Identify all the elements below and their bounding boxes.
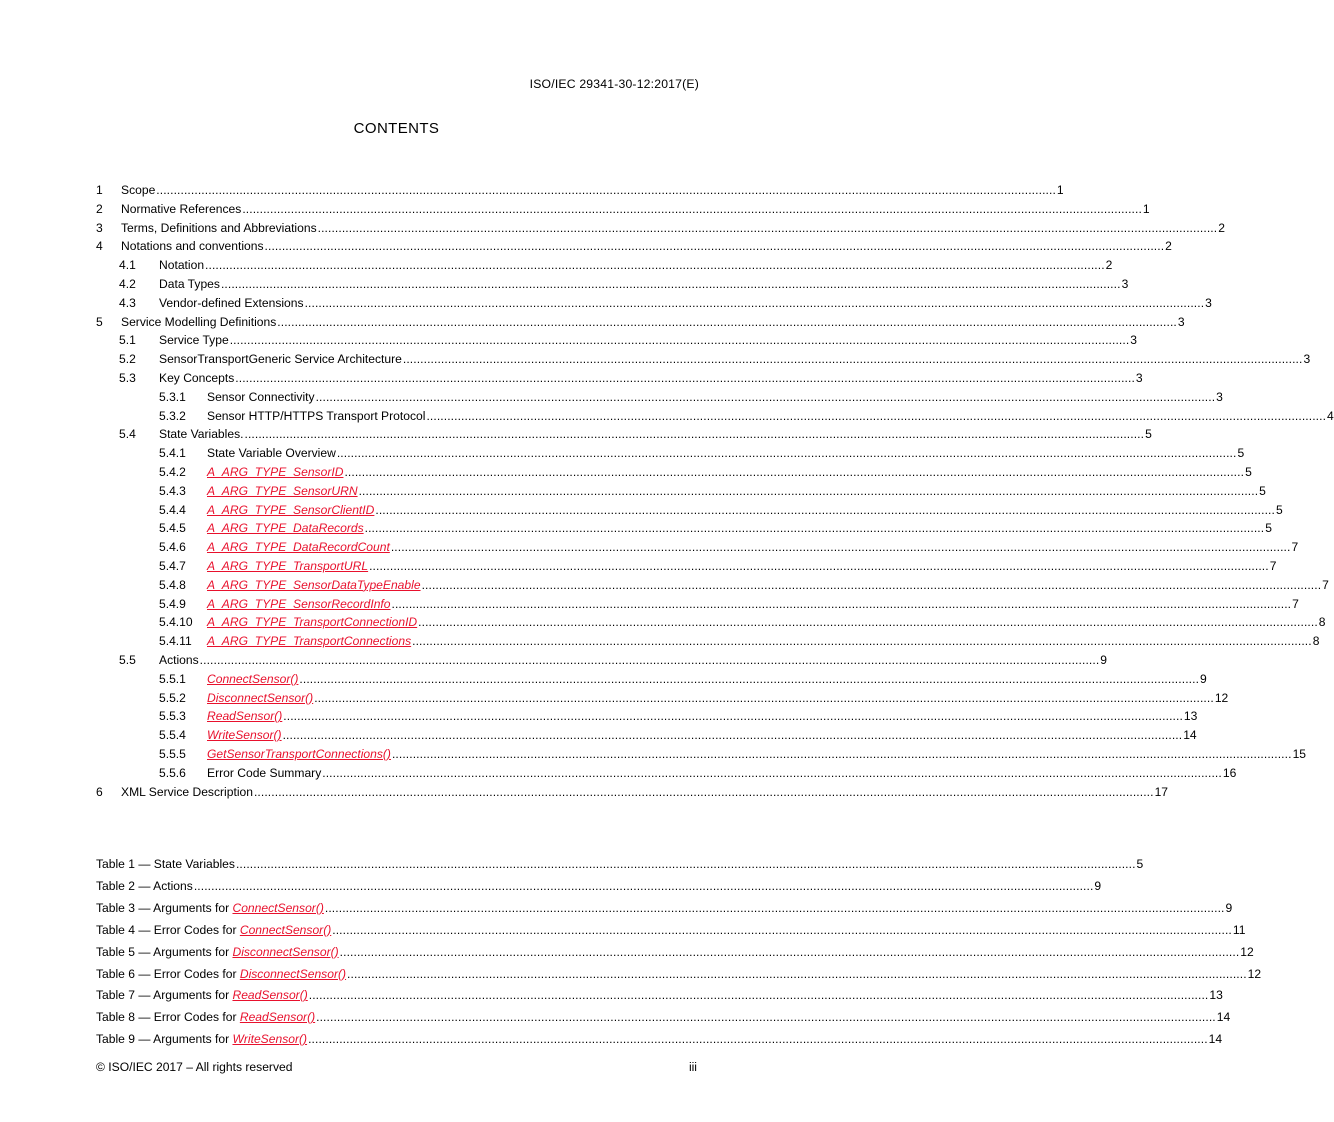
dot-leader: ....................................................................................................................................................................................................................................................................: [344, 465, 1245, 479]
toc-entry[interactable]: [96, 781, 1169, 799]
table-caption-link[interactable]: ConnectSensor(): [239, 922, 332, 937]
toc-entry-number: 5.4.2: [159, 465, 186, 479]
dot-leader: ....................................................................................................................................................................................................................................................................: [277, 314, 1177, 329]
table-list-page: 9: [1225, 900, 1233, 915]
toc-entry[interactable]: [159, 442, 1245, 461]
toc-entry[interactable]: [96, 235, 1172, 254]
table-list-page: 14: [1216, 1010, 1231, 1025]
toc-entry-title: Notation: [159, 258, 205, 273]
table-caption: Table 6 — Error Codes for: [96, 966, 240, 981]
toc-entry-title: SensorTransportGeneric Service Architecture: [159, 352, 402, 367]
toc-entry-title: Sensor HTTP/HTTPS Transport Protocol: [207, 408, 426, 423]
toc-entry-number: 5.5.3: [159, 709, 186, 724]
toc-entry-page: 3: [1205, 295, 1212, 310]
dot-leader: ....................................................................................................................................................................................................................................................................: [156, 183, 1056, 197]
toc-entry-page: 9: [1100, 653, 1108, 667]
dot-leader: ....................................................................................................................................................................................................................................................................: [316, 1010, 1216, 1025]
dot-leader: ....................................................................................................................................................................................................................................................................: [253, 784, 1154, 799]
table-caption: Table 1 — State Variables: [96, 857, 235, 871]
dot-leader: ....................................................................................................................................................................................................................................................................: [364, 521, 1265, 536]
toc-entry-page: 1: [1142, 201, 1150, 216]
table-list-entry[interactable]: [96, 963, 1262, 981]
toc-entry[interactable]: [119, 423, 1152, 442]
dot-leader: ....................................................................................................................................................................................................................................................................: [339, 944, 1240, 959]
toc-entry-number: 5.4.3: [159, 483, 186, 498]
toc-entry[interactable]: [119, 348, 1311, 367]
dot-leader: ....................................................................................................................................................................................................................................................................: [282, 728, 1183, 743]
table-list-entry[interactable]: [96, 1006, 1231, 1025]
toc-entry-title: XML Service Description: [121, 784, 253, 799]
toc-entry-page: 5: [1265, 521, 1272, 536]
dot-leader: ....................................................................................................................................................................................................................................................................: [412, 634, 1312, 649]
toc-entry[interactable]: [159, 724, 1197, 743]
dot-leader: ....................................................................................................................................................................................................................................................................: [322, 765, 1222, 780]
toc-entry[interactable]: [159, 593, 1299, 611]
toc-entry-number: 5.5.1: [159, 671, 186, 686]
toc-entry[interactable]: [159, 405, 1334, 423]
toc-entry-number: 5: [96, 314, 103, 329]
toc-entry-number: 5.4.8: [159, 577, 186, 592]
table-list-entry[interactable]: [96, 897, 1233, 915]
toc-entry-page: 1: [1056, 183, 1064, 197]
toc-entry[interactable]: [96, 311, 1185, 329]
table-caption: Table 8 — Error Codes for: [96, 1010, 240, 1025]
toc-entry-page: 3: [1177, 314, 1185, 329]
dot-leader: ....................................................................................................................................................................................................................................................................: [205, 258, 1105, 273]
dot-leader: ....................................................................................................................................................................................................................................................................: [264, 239, 1165, 254]
toc-entry[interactable]: [159, 517, 1272, 536]
dot-leader: ....................................................................................................................................................................................................................................................................: [242, 201, 1142, 216]
table-list-page: 5: [1136, 857, 1144, 871]
toc-entry-number: 4.3: [119, 295, 136, 310]
toc-entry-number: 5.5.4: [159, 728, 186, 743]
toc-entry[interactable]: [159, 386, 1223, 404]
table-caption-link[interactable]: ReadSensor(): [232, 988, 308, 1003]
toc-entry[interactable]: [159, 668, 1207, 686]
toc-entry-title: Normative References: [121, 201, 242, 216]
toc-entry[interactable]: [159, 480, 1266, 498]
table-list-page: 9: [1094, 878, 1102, 893]
dot-leader: ....................................................................................................................................................................................................................................................................: [347, 966, 1247, 981]
toc-entry-title: State Variables.: [159, 427, 244, 442]
toc-entry-number: 6: [96, 784, 103, 799]
toc-entry-page: 5: [1245, 465, 1252, 479]
dot-leader: ....................................................................................................................................................................................................................................................................: [304, 295, 1205, 310]
toc-entry-title: Notations and conventions: [121, 239, 264, 254]
table-caption: Table 4 — Error Codes for: [96, 922, 240, 937]
toc-entry-number: 5.1: [119, 333, 136, 348]
toc-entry-page: 5: [1275, 502, 1283, 517]
toc-entry-page: 7: [1292, 596, 1299, 611]
toc-entry-page: 7: [1322, 577, 1329, 592]
toc-entry[interactable]: [159, 499, 1283, 517]
toc-entry-number: 5.4.1: [159, 446, 186, 461]
table-list-entry[interactable]: [96, 984, 1223, 1003]
dot-leader: ....................................................................................................................................................................................................................................................................: [193, 878, 1094, 893]
toc-entry-link[interactable]: A_ARG_TYPE_SensorDataTypeEnable: [207, 577, 421, 592]
toc-entry-link[interactable]: A_ARG_TYPE_DataRecords: [207, 521, 364, 536]
toc-entry[interactable]: [159, 705, 1198, 724]
dot-leader: ....................................................................................................................................................................................................................................................................: [235, 371, 1135, 385]
dot-leader: ....................................................................................................................................................................................................................................................................: [229, 333, 1130, 348]
toc-entry-page: 2: [1105, 258, 1113, 273]
dot-leader: ....................................................................................................................................................................................................................................................................: [220, 277, 1121, 291]
dot-leader: ....................................................................................................................................................................................................................................................................: [308, 1032, 1208, 1047]
toc-entry-number: 4.1: [119, 258, 136, 273]
toc-entry-title: Key Concepts: [159, 371, 235, 385]
toc-entry-number: 5.3: [119, 371, 136, 385]
table-list-entry[interactable]: [96, 919, 1246, 937]
toc-entry-page: 12: [1214, 690, 1229, 705]
toc-entry-number: 5.4.11: [159, 634, 192, 649]
dot-leader: ....................................................................................................................................................................................................................................................................: [421, 577, 1322, 592]
toc-entry-link[interactable]: WriteSensor(): [207, 728, 282, 743]
toc-entry-link[interactable]: GetSensorTransportConnections(): [207, 747, 391, 761]
toc-entry-page: 5: [1145, 427, 1152, 442]
dot-leader: ....................................................................................................................................................................................................................................................................: [315, 389, 1216, 404]
toc-entry-number: 5.5: [119, 653, 136, 667]
toc-entry[interactable]: [159, 574, 1329, 592]
toc-entry-link[interactable]: A_ARG_TYPE_TransportConnections: [207, 634, 412, 649]
dot-leader: ....................................................................................................................................................................................................................................................................: [283, 709, 1183, 724]
toc-entry-number: 5.4: [119, 427, 136, 442]
toc-entry-number: 5.4.6: [159, 540, 186, 555]
contents-title: CONTENTS: [353, 120, 440, 137]
toc-entry-page: 4: [1327, 408, 1334, 423]
toc-entry-page: 3: [1303, 352, 1311, 367]
toc-entry-page: 14: [1183, 728, 1197, 743]
toc-entry[interactable]: [159, 687, 1229, 705]
table-list-page: 12: [1247, 966, 1262, 981]
table-list-entry[interactable]: [96, 853, 1144, 871]
table-caption-link[interactable]: ConnectSensor(): [232, 900, 324, 915]
dot-leader: ....................................................................................................................................................................................................................................................................: [199, 653, 1100, 667]
copyright-notice: © ISO/IEC 2017 – All rights reserved: [96, 1060, 293, 1074]
dot-leader: ....................................................................................................................................................................................................................................................................: [336, 446, 1237, 461]
toc-entry[interactable]: [119, 649, 1108, 667]
toc-entry-page: 3: [1130, 333, 1138, 348]
table-list-page: 12: [1240, 944, 1254, 959]
dot-leader: ....................................................................................................................................................................................................................................................................: [391, 747, 1292, 761]
toc-entry-number: 5.5.5: [159, 747, 186, 761]
toc-entry[interactable]: [159, 461, 1252, 479]
toc-entry-page: 2: [1165, 239, 1172, 254]
toc-entry[interactable]: [96, 179, 1064, 197]
dot-leader: ....................................................................................................................................................................................................................................................................: [324, 900, 1225, 915]
toc-entry-number: 2: [96, 201, 103, 216]
toc-entry-page: 17: [1154, 784, 1169, 799]
toc-entry[interactable]: [119, 254, 1113, 273]
toc-entry-link[interactable]: A_ARG_TYPE_TransportConnectionID: [207, 615, 418, 630]
toc-entry-link[interactable]: A_ARG_TYPE_TransportURL: [207, 559, 369, 573]
toc-entry-number: 4: [96, 239, 103, 254]
table-caption: Table 2 — Actions: [96, 878, 193, 893]
table-list-entry[interactable]: [96, 875, 1102, 893]
toc-entry[interactable]: [159, 630, 1320, 649]
dot-leader: ....................................................................................................................................................................................................................................................................: [402, 352, 1303, 367]
toc-entry-page: 3: [1135, 371, 1143, 385]
toc-entry-link[interactable]: A_ARG_TYPE_DataRecordCount: [207, 540, 390, 555]
table-list-entry[interactable]: [96, 1028, 1223, 1047]
toc-entry-number: 5.4.9: [159, 596, 186, 611]
dot-leader: ....................................................................................................................................................................................................................................................................: [308, 988, 1209, 1003]
toc-entry-number: 5.4.10: [159, 615, 193, 630]
dot-leader: ....................................................................................................................................................................................................................................................................: [418, 615, 1318, 630]
toc-entry[interactable]: [159, 555, 1277, 573]
toc-entry[interactable]: [119, 273, 1129, 291]
toc-entry-page: 8: [1318, 615, 1326, 630]
table-caption: Table 7 — Arguments for: [96, 988, 233, 1003]
toc-entry-link[interactable]: A_ARG_TYPE_SensorClientID: [207, 502, 375, 517]
table-caption-link[interactable]: WriteSensor(): [232, 1032, 308, 1047]
toc-entry-link[interactable]: A_ARG_TYPE_SensorURN: [207, 483, 358, 498]
toc-entry-link[interactable]: DisconnectSensor(): [207, 690, 314, 705]
toc-entry-page: 7: [1291, 540, 1299, 555]
table-list-page: 14: [1208, 1032, 1223, 1047]
dot-leader: ....................................................................................................................................................................................................................................................................: [299, 671, 1200, 686]
dot-leader: ....................................................................................................................................................................................................................................................................: [426, 408, 1327, 423]
toc-entry-number: 5.2: [119, 352, 136, 367]
toc-entry[interactable]: [119, 292, 1212, 310]
document-identifier: ISO/IEC 29341-30-12:2017(E): [529, 77, 699, 91]
dot-leader: ....................................................................................................................................................................................................................................................................: [235, 857, 1136, 871]
toc-entry[interactable]: [159, 762, 1237, 780]
toc-entry-page: 2: [1218, 220, 1225, 235]
toc-entry-number: 1: [96, 183, 103, 197]
toc-entry-page: 9: [1200, 671, 1207, 686]
dot-leader: ....................................................................................................................................................................................................................................................................: [369, 559, 1269, 573]
toc-entry-title: Actions: [159, 653, 199, 667]
toc-entry-page: 3: [1216, 389, 1223, 404]
toc-entry-page: 3: [1121, 277, 1129, 291]
dot-leader: ....................................................................................................................................................................................................................................................................: [317, 220, 1218, 235]
toc-entry-title: Vendor-defined Extensions: [159, 295, 304, 310]
dot-leader: ....................................................................................................................................................................................................................................................................: [314, 690, 1214, 705]
toc-entry-title: Service Type: [159, 333, 229, 348]
table-caption-link[interactable]: ReadSensor(): [239, 1010, 316, 1025]
toc-entry-link[interactable]: A_ARG_TYPE_SensorID: [207, 465, 344, 479]
toc-entry-link[interactable]: ConnectSensor(): [207, 671, 299, 686]
toc-entry-number: 3: [96, 220, 103, 235]
toc-entry-number: 5.5.2: [159, 690, 186, 705]
toc-entry-link[interactable]: ReadSensor(): [207, 709, 283, 724]
toc-entry-title: Scope: [121, 183, 156, 197]
toc-entry-page: 5: [1259, 483, 1266, 498]
table-caption: Table 9 — Arguments for: [96, 1032, 233, 1047]
table-caption: Table 5 — Arguments for: [96, 944, 233, 959]
toc-entry-number: 5.4.7: [159, 559, 186, 573]
table-list-entry[interactable]: [96, 941, 1254, 959]
toc-entry-number: 5.4.5: [159, 521, 186, 536]
table-caption-link[interactable]: DisconnectSensor(): [239, 966, 347, 981]
toc-entry-page: 7: [1269, 559, 1277, 573]
toc-entry-page: 15: [1292, 747, 1307, 761]
toc-entry-page: 16: [1222, 765, 1237, 780]
toc-entry-number: 4.2: [119, 277, 136, 291]
toc-entry-page: 13: [1183, 709, 1198, 724]
dot-leader: ....................................................................................................................................................................................................................................................................: [244, 427, 1145, 442]
toc-entry[interactable]: [119, 367, 1143, 385]
toc-entry-page: 5: [1237, 446, 1245, 461]
toc-entry-page: 8: [1312, 634, 1320, 649]
toc-entry[interactable]: [159, 611, 1326, 630]
table-list-page: 11: [1232, 922, 1246, 937]
toc-entry-title: State Variable Overview: [207, 446, 336, 461]
dot-leader: ....................................................................................................................................................................................................................................................................: [375, 502, 1275, 517]
toc-entry[interactable]: [96, 217, 1225, 235]
toc-entry[interactable]: [159, 743, 1307, 761]
page-number: iii: [688, 1060, 697, 1074]
dot-leader: ....................................................................................................................................................................................................................................................................: [332, 922, 1232, 937]
toc-entry-number: 5.4.4: [159, 502, 186, 517]
table-caption: Table 3 — Arguments for: [96, 900, 233, 915]
toc-entry-title: Terms, Definitions and Abbreviations: [121, 220, 317, 235]
toc-entry[interactable]: [96, 198, 1150, 216]
toc-entry-title: Error Code Summary: [207, 765, 322, 780]
toc-entry-link[interactable]: A_ARG_TYPE_SensorRecordInfo: [207, 596, 391, 611]
toc-entry[interactable]: [159, 536, 1299, 555]
table-list-page: 13: [1209, 988, 1223, 1003]
toc-entry-number: 5.3.2: [159, 408, 186, 423]
table-caption-link[interactable]: DisconnectSensor(): [232, 944, 339, 959]
toc-entry-title: Data Types: [159, 277, 220, 291]
toc-entry-number: 5.5.6: [159, 765, 186, 780]
dot-leader: ....................................................................................................................................................................................................................................................................: [391, 596, 1292, 611]
toc-entry-title: Service Modelling Definitions: [121, 314, 277, 329]
dot-leader: ....................................................................................................................................................................................................................................................................: [390, 540, 1291, 555]
toc-entry-number: 5.3.1: [159, 389, 186, 404]
toc-entry-title: Sensor Connectivity: [207, 389, 315, 404]
toc-entry[interactable]: [119, 329, 1138, 348]
dot-leader: ....................................................................................................................................................................................................................................................................: [358, 483, 1259, 498]
